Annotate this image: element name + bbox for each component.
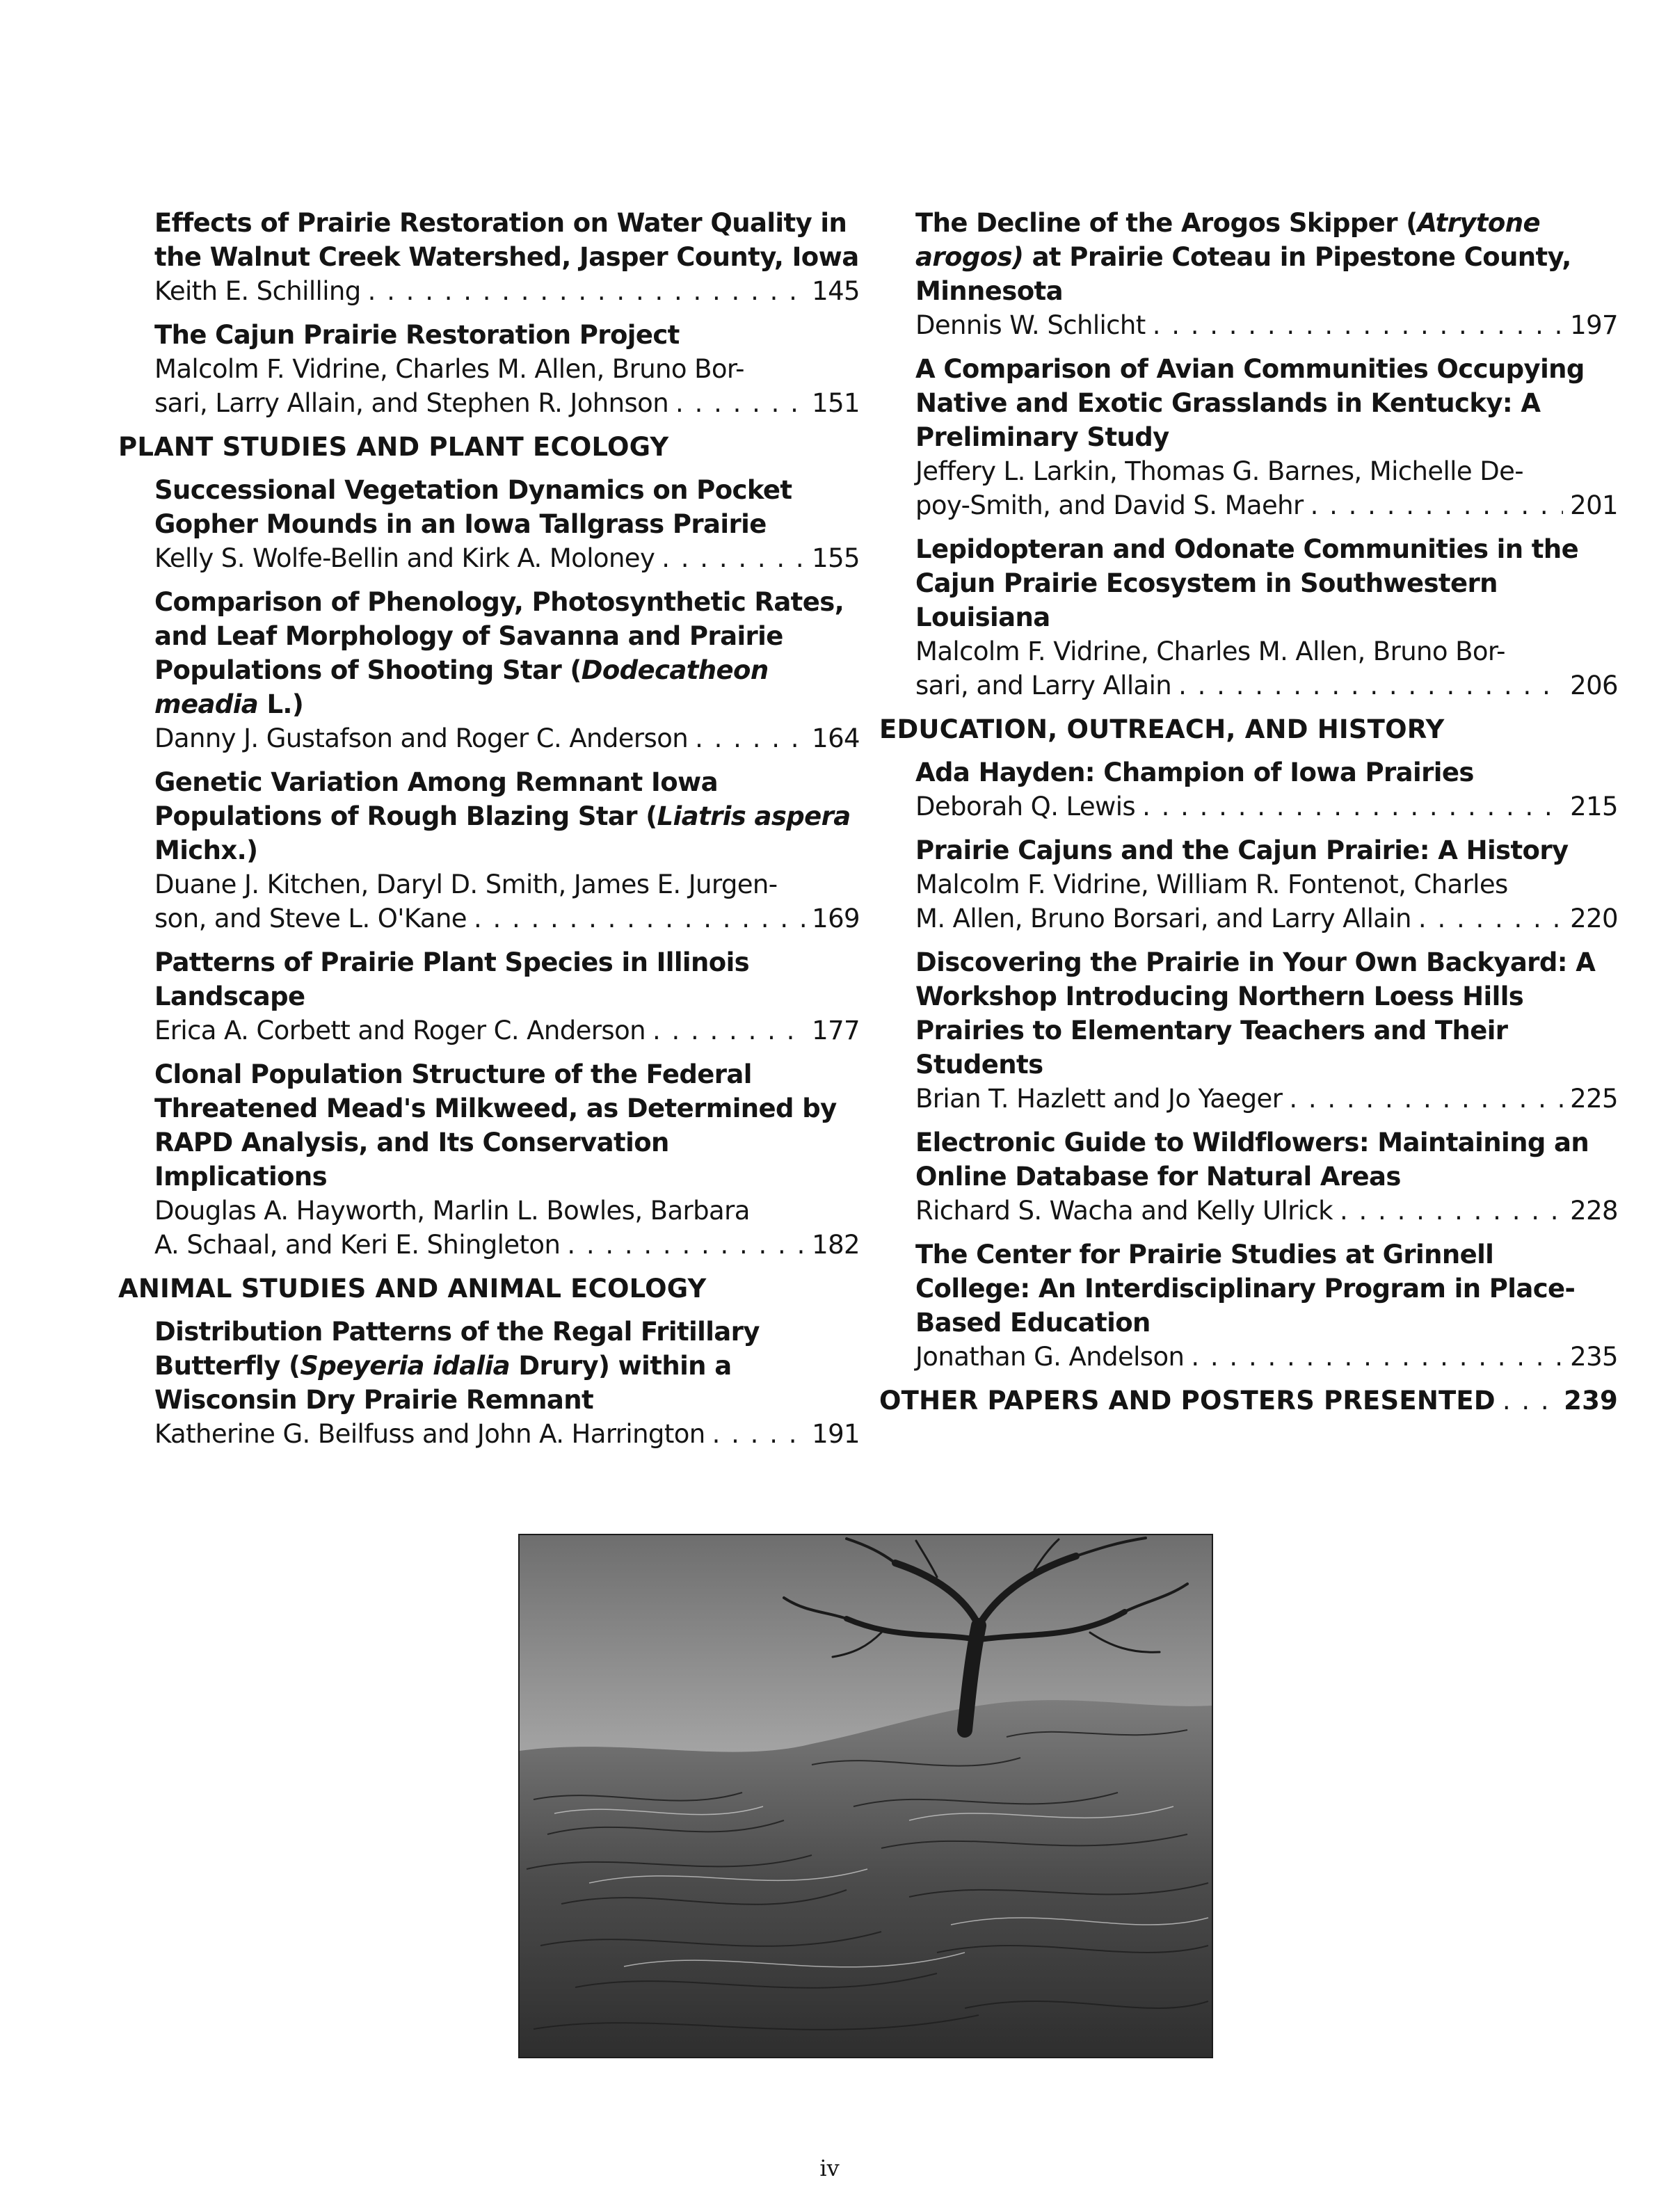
entry-title: A Comparison of Avian Communities Occupying Native and Exotic Grasslands in Kentucky: A Preliminary Study bbox=[915, 354, 1585, 452]
entry-title: Effects of Prairie Restoration on Water Quality in the Walnut Creek Watershed, Jasper County, Iowa bbox=[154, 208, 859, 272]
dot-leader bbox=[712, 1417, 806, 1451]
dot-leader bbox=[1418, 901, 1563, 936]
page-ref: 197 bbox=[1570, 310, 1618, 340]
prairie-ground bbox=[520, 1700, 1212, 2057]
entry-authors: Deborah Q. Lewis . . . 215 bbox=[915, 790, 1618, 824]
dot-leader bbox=[1289, 1082, 1563, 1116]
entry-authors: Kelly S. Wolfe-Bellin and Kirk A. Moloney . . . 155 bbox=[154, 541, 860, 575]
entry-authors: Douglas A. Hayworth, Marlin L. Bowles, Barbara A. Schaal, and Keri E. Shingleton . . . 182 bbox=[154, 1194, 860, 1262]
entry-authors: Duane J. Kitchen, Daryl D. Smith, James E. Jurgen- son, and Steve L. O'Kane . . . 169 bbox=[154, 867, 860, 936]
entry-title: The Cajun Prairie Restoration Project bbox=[154, 320, 680, 350]
dot-leader bbox=[652, 1013, 805, 1048]
dot-leader bbox=[1178, 668, 1563, 703]
dot-leader bbox=[368, 274, 806, 308]
page-ref: 235 bbox=[1570, 1342, 1618, 1372]
entry-title: The Center for Prairie Studies at Grinnell College: An Interdisciplinary Program in Place- Based Education bbox=[915, 1240, 1576, 1338]
page-ref: 215 bbox=[1570, 792, 1618, 822]
dot-leader bbox=[1142, 790, 1563, 824]
toc-entry bbox=[154, 945, 860, 1048]
dot-leader bbox=[474, 901, 805, 936]
toc-entry bbox=[154, 473, 860, 575]
page-ref: 151 bbox=[812, 388, 860, 418]
section-heading-other-papers: OTHER PAPERS AND POSTERS PRESENTED . . . 239 bbox=[879, 1384, 1618, 1418]
entry-authors: Jeffery L. Larkin, Thomas G. Barnes, Michelle De- poy-Smith, and David S. Maehr . . . 201 bbox=[915, 454, 1618, 522]
dot-leader bbox=[662, 541, 805, 575]
toc-entry bbox=[915, 755, 1618, 824]
page-ref: 239 bbox=[1564, 1386, 1618, 1416]
toc-right-column bbox=[879, 206, 1618, 1427]
entry-authors: Malcolm F. Vidrine, Charles M. Allen, Bruno Bor- sari, Larry Allain, and Stephen R. Johnson . . . 151 bbox=[154, 352, 860, 420]
page-ref: 145 bbox=[812, 276, 860, 306]
toc-entry bbox=[915, 352, 1618, 522]
entry-authors: Keith E. Schilling . . . 145 bbox=[154, 274, 860, 308]
toc-entry bbox=[915, 206, 1618, 342]
entry-authors: Malcolm F. Vidrine, William R. Fontenot, Charles M. Allen, Bruno Borsari, and Larry Allain . . . 220 bbox=[915, 867, 1618, 936]
section-heading-plant-studies: PLANT STUDIES AND PLANT ECOLOGY bbox=[118, 432, 669, 462]
toc-entry bbox=[915, 833, 1618, 936]
page-ref: 225 bbox=[1570, 1084, 1618, 1114]
entry-authors: Jonathan G. Andelson . . . 235 bbox=[915, 1340, 1618, 1374]
page-ref: 228 bbox=[1570, 1196, 1618, 1226]
dot-leader bbox=[1153, 308, 1563, 342]
etching-artwork bbox=[520, 1535, 1212, 2057]
section-heading-animal-studies: ANIMAL STUDIES AND ANIMAL ECOLOGY bbox=[118, 1274, 707, 1304]
dot-leader bbox=[1340, 1194, 1563, 1228]
entry-title: Comparison of Phenology, Photosynthetic Rates, and Leaf Morphology of Savanna and Prairie Populations of Shooting Star (Dodecatheon meadia L.) bbox=[154, 587, 844, 719]
page-ref: 191 bbox=[812, 1419, 860, 1449]
dot-leader bbox=[675, 386, 805, 420]
entry-authors: Brian T. Hazlett and Jo Yaeger . . . 225 bbox=[915, 1082, 1618, 1116]
page-ref: 177 bbox=[812, 1016, 860, 1045]
entry-title: Lepidopteran and Odonate Communities in the Cajun Prairie Ecosystem in Southwestern Louisiana bbox=[915, 534, 1579, 632]
page-ref: 169 bbox=[812, 904, 860, 933]
entry-title: Clonal Population Structure of the Federal Threatened Mead's Milkweed, as Determined by RAPD Analysis, and Its Conservation Implications bbox=[154, 1059, 837, 1192]
dot-leader bbox=[1502, 1384, 1557, 1418]
page-ref: 182 bbox=[812, 1230, 860, 1260]
entry-authors: Richard S. Wacha and Kelly Ulrick . . . 228 bbox=[915, 1194, 1618, 1228]
dot-leader bbox=[1311, 488, 1564, 522]
entry-title: The Decline of the Arogos Skipper (Atrytone arogos) at Prairie Coteau in Pipestone County, Minnesota bbox=[915, 208, 1571, 306]
entry-title: Electronic Guide to Wildflowers: Maintaining an Online Database for Natural Areas bbox=[915, 1128, 1589, 1192]
toc-entry bbox=[154, 206, 860, 308]
toc-entry bbox=[154, 1315, 860, 1451]
page-ref: 164 bbox=[812, 723, 860, 753]
dot-leader bbox=[567, 1228, 805, 1262]
toc-left-column bbox=[118, 206, 860, 1461]
page-ref: 206 bbox=[1570, 671, 1618, 700]
toc-entry bbox=[154, 318, 860, 420]
dot-leader bbox=[1191, 1340, 1563, 1374]
page-number: iv bbox=[819, 2155, 840, 2181]
entry-authors: Katherine G. Beilfuss and John A. Harrington . . . 191 bbox=[154, 1417, 860, 1451]
entry-title: Prairie Cajuns and the Cajun Prairie: A History bbox=[915, 835, 1569, 865]
page-ref: 155 bbox=[812, 543, 860, 573]
entry-title: Discovering the Prairie in Your Own Backyard: A Workshop Introducing Northern Loess Hills Prairies to Elementary Teachers and Their Students bbox=[915, 947, 1596, 1080]
page-ref: 201 bbox=[1570, 490, 1618, 520]
entry-title: Ada Hayden: Champion of Iowa Prairies bbox=[915, 758, 1474, 787]
entry-authors: Dennis W. Schlicht . . . 197 bbox=[915, 308, 1618, 342]
entry-title: Successional Vegetation Dynamics on Pocket Gopher Mounds in an Iowa Tallgrass Prairie bbox=[154, 475, 792, 539]
entry-authors: Malcolm F. Vidrine, Charles M. Allen, Bruno Bor- sari, and Larry Allain . . . 206 bbox=[915, 634, 1618, 703]
entry-authors: Danny J. Gustafson and Roger C. Anderson . . . 164 bbox=[154, 721, 860, 755]
entry-title: Genetic Variation Among Remnant Iowa Populations of Rough Blazing Star (Liatris aspera Michx.) bbox=[154, 767, 851, 865]
prairie-tree-etching bbox=[518, 1534, 1213, 2058]
toc-entry bbox=[915, 532, 1618, 703]
toc-entry bbox=[915, 1125, 1618, 1228]
entry-authors: Erica A. Corbett and Roger C. Anderson . . . 177 bbox=[154, 1013, 860, 1048]
entry-title: Patterns of Prairie Plant Species in Illinois Landscape bbox=[154, 947, 750, 1011]
toc-entry bbox=[915, 1237, 1618, 1374]
entry-title: Distribution Patterns of the Regal Fritillary Butterfly (Speyeria idalia Drury) within a Wisconsin Dry Prairie Remnant bbox=[154, 1317, 760, 1415]
toc-entry bbox=[154, 1057, 860, 1262]
dot-leader bbox=[695, 721, 805, 755]
toc-entry bbox=[154, 585, 860, 755]
page-ref: 220 bbox=[1570, 904, 1618, 933]
toc-entry bbox=[915, 945, 1618, 1116]
toc-entry bbox=[154, 765, 860, 936]
section-heading-education: EDUCATION, OUTREACH, AND HISTORY bbox=[879, 714, 1445, 744]
